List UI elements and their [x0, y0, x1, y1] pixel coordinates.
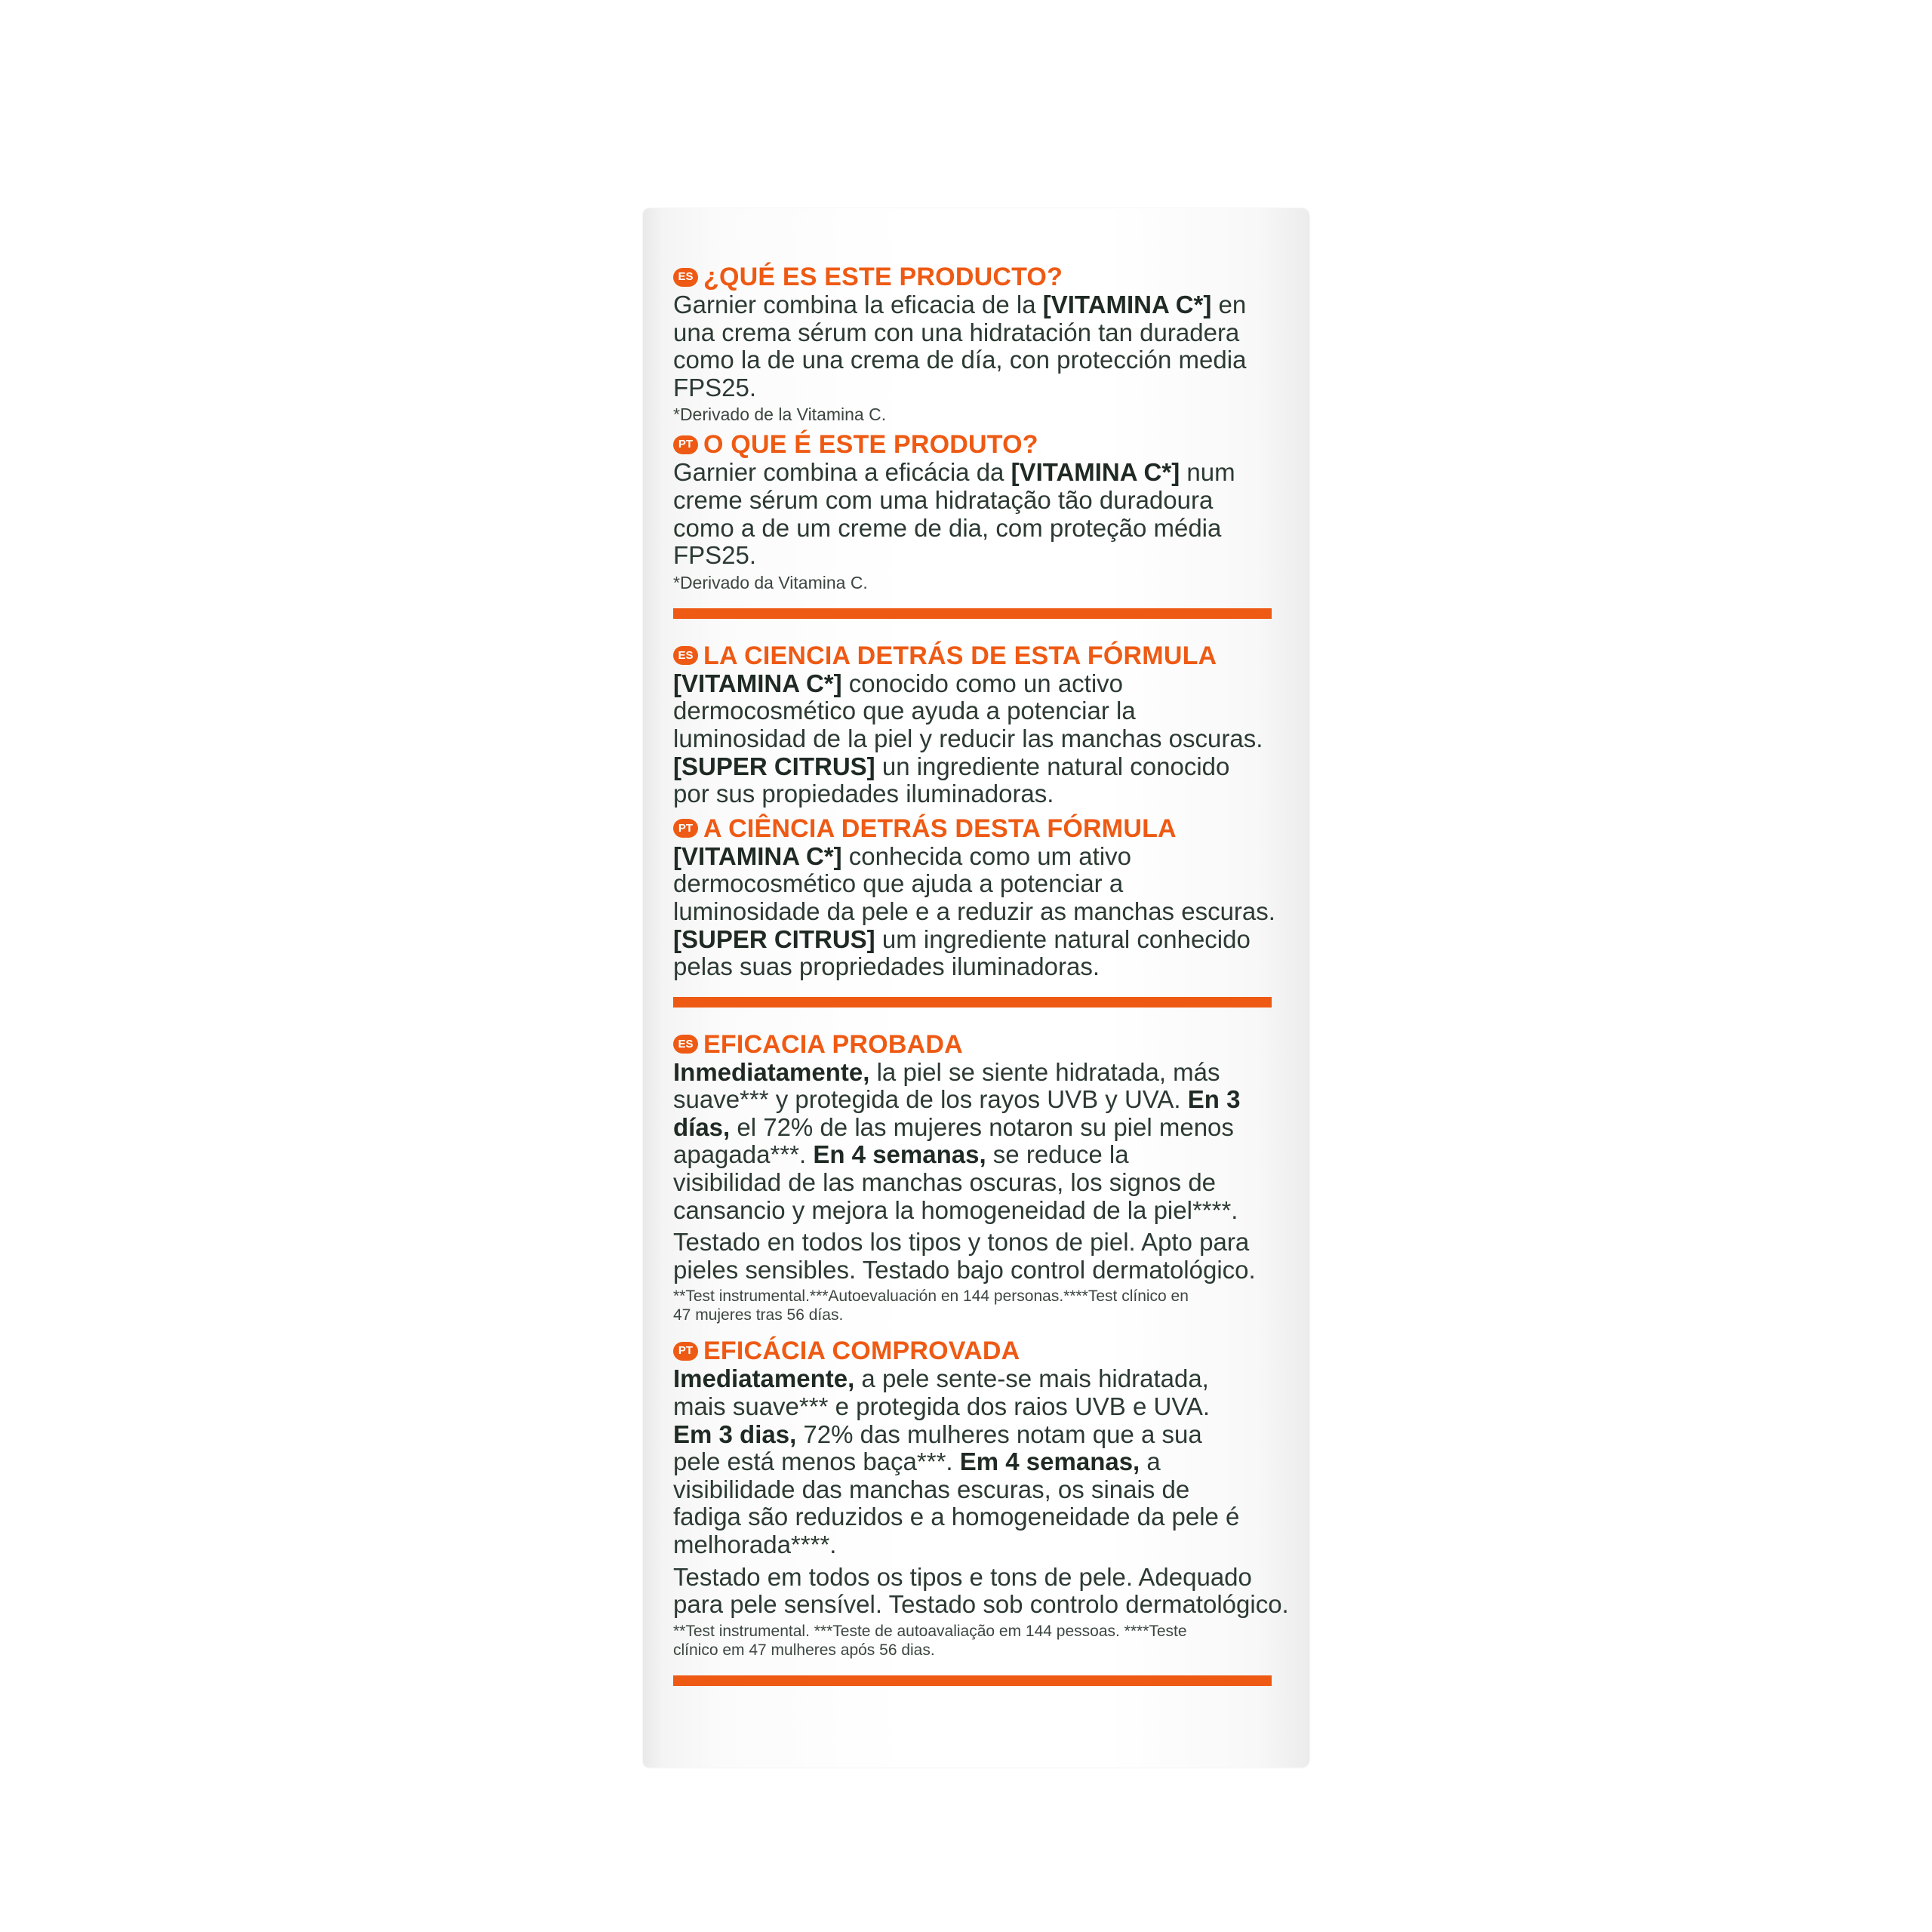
bold-text: [VITAMINA C*] [673, 841, 842, 870]
footnote: *Derivado da Vitamina C. [673, 572, 868, 592]
section-pt-3 [673, 814, 1275, 1008]
bold-text: Em 4 semanas, [959, 1447, 1140, 1476]
body-text: una crema sérum con una hidratación tan duradera [673, 318, 1240, 346]
body-line [673, 487, 1272, 515]
body-text: a pele sente-se mais hidratada, [854, 1364, 1209, 1393]
body-line [673, 843, 1272, 871]
orange-divider [673, 608, 1272, 619]
body-line [673, 670, 1272, 698]
body-text: visibilidad de las manchas oscuras, los signos de [673, 1168, 1217, 1197]
product-box-back-panel [643, 208, 1309, 1767]
body-text: melhorada****. [673, 1531, 837, 1558]
footnote: *Derivado de la Vitamina C. [673, 405, 887, 425]
body-text: fadiga são reduzidos e a homogeneidade da pele é [673, 1503, 1240, 1531]
body-text: la piel se siente hidratada, más [869, 1057, 1220, 1086]
body-line [673, 1393, 1272, 1421]
body-text: num [1180, 458, 1235, 487]
body-text: un ingrediente natural conocido [875, 752, 1230, 780]
heading-text: ¿QUÉ ES ESTE PRODUCTO? [703, 263, 1063, 291]
section-heading [673, 430, 1272, 459]
section-pt-1 [673, 430, 1272, 618]
body-line [673, 926, 1272, 954]
bold-text: En 4 semanas, [813, 1140, 986, 1169]
orange-divider [673, 1675, 1272, 1686]
orange-divider [673, 997, 1272, 1008]
body-line [673, 1421, 1272, 1449]
testing-line: Testado em todos os tipos e tons de pele. Adequado [673, 1562, 1252, 1591]
body-text: conhecida como um ativo [841, 841, 1132, 870]
label-content [673, 263, 1289, 1686]
bold-text: En 3 [1187, 1085, 1241, 1114]
body-line [673, 1141, 1272, 1169]
body-line [673, 1114, 1272, 1142]
body-line [673, 542, 1272, 570]
body-line [673, 1503, 1272, 1531]
section-heading [673, 1337, 1272, 1365]
body-line [673, 1059, 1272, 1087]
bold-text: [VITAMINA C*] [1011, 458, 1180, 487]
body-text: a [1140, 1447, 1161, 1476]
language-badge-icon: ES [673, 1035, 698, 1054]
body-line [673, 319, 1272, 347]
body-text: conocido como un activo [841, 669, 1124, 697]
body-line [673, 1197, 1272, 1225]
body-text: pele está menos baça***. [673, 1447, 960, 1476]
bold-text: [SUPER CITRUS] [673, 924, 875, 953]
body-line [673, 780, 1272, 808]
body-text: apagada***. [673, 1140, 814, 1169]
footnote-small [673, 1287, 1272, 1324]
body-text: mais suave*** e protegida dos raios UVB e UVA. [673, 1392, 1211, 1421]
body-text: visibilidade das manchas escuras, os sinais de [673, 1475, 1190, 1503]
section-es-2 [673, 641, 1272, 808]
body-line [673, 346, 1272, 374]
testing-line: pieles sensibles. Testado bajo control dermatológico. [673, 1255, 1256, 1284]
body-line [673, 753, 1272, 781]
body-line [673, 953, 1272, 981]
body-text: cansancio y mejora la homogeneidad de la piel****. [673, 1195, 1238, 1224]
body-line [673, 697, 1272, 725]
body-line [673, 1448, 1272, 1476]
section-body [673, 670, 1272, 808]
body-line [673, 870, 1272, 898]
body-line [673, 515, 1272, 543]
section-heading [673, 641, 1272, 670]
footnote-line: 47 mujeres tras 56 días. [673, 1306, 844, 1324]
heading-text: EFICACIA PROBADA [703, 1029, 963, 1059]
body-text: FPS25. [673, 541, 757, 570]
body-text: luminosidad de la piel y reducir las manchas oscuras. [673, 724, 1263, 752]
testing-statement [673, 1229, 1272, 1284]
body-line [673, 897, 1275, 926]
body-text: FPS25. [673, 373, 757, 401]
section-heading [673, 814, 1272, 843]
body-line [673, 1169, 1272, 1197]
body-line [673, 1476, 1272, 1504]
section-heading [673, 263, 1272, 291]
bold-text: [VITAMINA C*] [1042, 291, 1212, 318]
body-text: por sus propiedades iluminadoras. [673, 780, 1054, 808]
bold-text: Em 3 dias, [673, 1420, 797, 1448]
bold-text: [VITAMINA C*] [673, 669, 842, 697]
body-text: 72% das mulheres notam que a sua [796, 1420, 1202, 1448]
body-text: se reduce la [986, 1140, 1129, 1169]
section-body [673, 1365, 1272, 1558]
body-line [673, 1531, 1272, 1559]
bold-text: Imediatamente, [673, 1364, 855, 1393]
body-text: creme sérum com uma hidratação tão duradoura [673, 485, 1214, 514]
body-line [673, 291, 1272, 319]
heading-text: A CIÊNCIA DETRÁS DESTA FÓRMULA [703, 814, 1177, 843]
footnote-line: **Test instrumental. ***Teste de autoavaliação em 144 pessoas. ****Teste [673, 1622, 1187, 1640]
body-text: suave*** y protegida de los rayos UVB y UVA. [673, 1085, 1188, 1114]
heading-text: LA CIENCIA DETRÁS DE ESTA FÓRMULA [703, 641, 1217, 670]
section-body [673, 1059, 1272, 1225]
section-es-4 [673, 1030, 1272, 1325]
footnote-small [673, 1622, 1272, 1660]
language-badge-icon: PT [673, 435, 698, 454]
section-pt-5 [673, 1337, 1289, 1685]
body-line [673, 1086, 1272, 1114]
section-body [673, 841, 1275, 981]
testing-line: para pele sensível. Testado sob controlo dermatológico. [673, 1590, 1289, 1619]
body-text: Garnier combina a eficácia da [673, 458, 1011, 487]
language-badge-icon: ES [673, 646, 698, 665]
testing-statement [673, 1562, 1289, 1619]
language-badge-icon: PT [673, 1342, 698, 1361]
heading-text: EFICÁCIA COMPROVADA [703, 1337, 1020, 1366]
body-text: el 72% de las mujeres notaron su piel menos [730, 1112, 1234, 1141]
body-text: Garnier combina la eficacia de la [673, 291, 1043, 318]
body-line [673, 459, 1272, 487]
body-text: en [1211, 291, 1247, 318]
language-badge-icon: PT [673, 819, 698, 838]
body-text: um ingrediente natural conhecido [875, 924, 1251, 953]
body-line [673, 1365, 1272, 1393]
heading-text: O QUE É ESTE PRODUTO? [703, 430, 1038, 460]
body-text: dermocosmético que ayuda a potenciar la [673, 697, 1136, 725]
bold-text: días, [673, 1112, 731, 1141]
footnote-line: **Test instrumental.***Autoevaluación en 144 personas.****Test clínico en [673, 1287, 1189, 1306]
body-text: como la de una crema de día, con protección media [673, 346, 1247, 374]
bold-text: Inmediatamente, [673, 1057, 870, 1086]
bold-text: [SUPER CITRUS] [673, 752, 875, 780]
body-text: dermocosmético que ajuda a potenciar a [673, 869, 1124, 898]
section-heading [673, 1030, 1272, 1059]
language-badge-icon: ES [673, 268, 698, 287]
section-es-0 [673, 263, 1272, 424]
footnote-line: clínico em 47 mulheres após 56 dias. [673, 1641, 935, 1659]
body-text: como a de um creme de dia, com proteção média [673, 513, 1222, 542]
body-text: pelas suas propriedades iluminadoras. [673, 952, 1100, 981]
body-text: luminosidade da pele e a reduzir as manchas escuras. [673, 897, 1275, 925]
body-line [673, 725, 1272, 753]
testing-line: Testado en todos los tipos y tonos de piel. Apto para [673, 1228, 1250, 1257]
section-body [673, 459, 1272, 569]
body-line [673, 374, 1272, 402]
section-body [673, 291, 1272, 401]
